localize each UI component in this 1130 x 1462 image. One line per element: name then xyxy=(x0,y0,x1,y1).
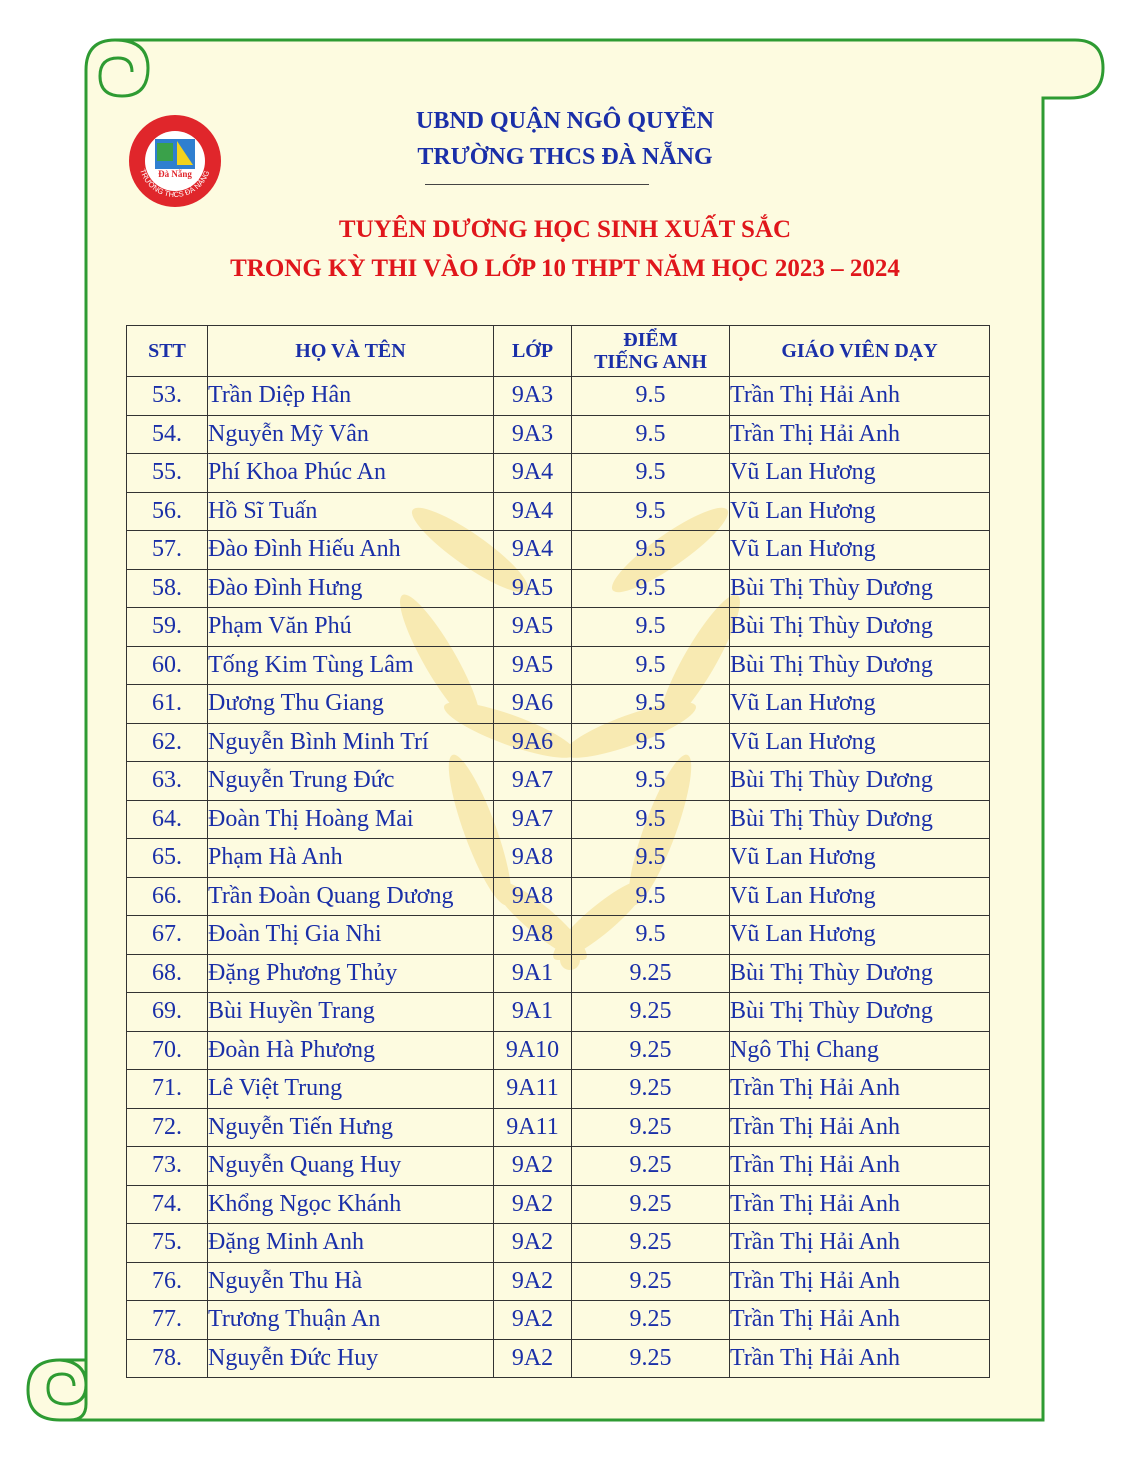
row-score: 9.5 xyxy=(572,916,730,955)
row-score: 9.25 xyxy=(572,1108,730,1147)
row-stt: 64. xyxy=(127,800,208,839)
row-score: 9.5 xyxy=(572,454,730,493)
row-name: Hồ Sĩ Tuấn xyxy=(208,492,494,531)
row-teacher: Trần Thị Hải Anh xyxy=(730,1262,990,1301)
row-class: 9A5 xyxy=(494,569,572,608)
title-line-1: TUYÊN DƯƠNG HỌC SINH XUẤT SẮC xyxy=(338,216,792,243)
row-name: Lê Việt Trung xyxy=(208,1070,494,1109)
row-name: Nguyễn Thu Hà xyxy=(208,1262,494,1301)
row-class: 9A1 xyxy=(494,993,572,1032)
row-name: Phạm Văn Phú xyxy=(208,608,494,647)
row-class: 9A4 xyxy=(494,492,572,531)
row-teacher: Trần Thị Hải Anh xyxy=(730,1108,990,1147)
header-divider xyxy=(425,184,649,185)
header-score-line1: ĐIỂM xyxy=(623,329,678,351)
row-stt: 75. xyxy=(127,1224,208,1263)
table-row xyxy=(127,916,990,955)
row-teacher: Vũ Lan Hương xyxy=(730,877,990,916)
row-stt: 63. xyxy=(127,762,208,801)
row-class: 9A2 xyxy=(494,1185,572,1224)
row-teacher: Trần Thị Hải Anh xyxy=(730,1339,990,1378)
row-name: Đoàn Thị Gia Nhi xyxy=(208,916,494,955)
row-class: 9A6 xyxy=(494,723,572,762)
row-teacher: Bùi Thị Thùy Dương xyxy=(730,800,990,839)
table-row xyxy=(127,531,990,570)
row-stt: 53. xyxy=(127,377,208,416)
row-teacher: Vũ Lan Hương xyxy=(730,531,990,570)
row-teacher: Bùi Thị Thùy Dương xyxy=(730,954,990,993)
row-score: 9.5 xyxy=(572,531,730,570)
table-row xyxy=(127,1108,990,1147)
row-name: Trần Diệp Hân xyxy=(208,377,494,416)
row-teacher: Trần Thị Hải Anh xyxy=(730,1070,990,1109)
row-teacher: Bùi Thị Thùy Dương xyxy=(730,646,990,685)
row-class: 9A4 xyxy=(494,531,572,570)
row-stt: 60. xyxy=(127,646,208,685)
row-name: Dương Thu Giang xyxy=(208,685,494,724)
row-class: 9A7 xyxy=(494,762,572,801)
table-row xyxy=(127,1070,990,1109)
table-row xyxy=(127,1339,990,1378)
table-row xyxy=(127,1301,990,1340)
row-class: 9A2 xyxy=(494,1339,572,1378)
row-stt: 54. xyxy=(127,415,208,454)
row-name: Đặng Minh Anh xyxy=(208,1224,494,1263)
row-teacher: Vũ Lan Hương xyxy=(730,839,990,878)
row-stt: 76. xyxy=(127,1262,208,1301)
row-class: 9A2 xyxy=(494,1262,572,1301)
table-row xyxy=(127,492,990,531)
row-name: Khổng Ngọc Khánh xyxy=(208,1185,494,1224)
table-row xyxy=(127,800,990,839)
header-class: LỚP xyxy=(494,326,572,377)
row-score: 9.25 xyxy=(572,1185,730,1224)
row-class: 9A11 xyxy=(494,1108,572,1147)
row-class: 9A3 xyxy=(494,415,572,454)
row-teacher: Bùi Thị Thùy Dương xyxy=(730,569,990,608)
header-score xyxy=(572,326,730,377)
row-score: 9.5 xyxy=(572,492,730,531)
header-teacher: GIÁO VIÊN DẠY xyxy=(730,326,990,377)
row-teacher: Trần Thị Hải Anh xyxy=(730,1185,990,1224)
row-teacher: Ngô Thị Chang xyxy=(730,1031,990,1070)
row-score: 9.25 xyxy=(572,954,730,993)
table-row xyxy=(127,608,990,647)
table-row xyxy=(127,646,990,685)
row-score: 9.25 xyxy=(572,1262,730,1301)
title-line-2: TRONG KỲ THI VÀO LỚP 10 THPT NĂM HỌC 2023 – 2024 xyxy=(230,255,900,282)
row-name: Đoàn Thị Hoàng Mai xyxy=(208,800,494,839)
row-stt: 65. xyxy=(127,839,208,878)
row-class: 9A11 xyxy=(494,1070,572,1109)
row-class: 9A3 xyxy=(494,377,572,416)
row-class: 9A1 xyxy=(494,954,572,993)
row-teacher: Bùi Thị Thùy Dương xyxy=(730,762,990,801)
row-class: 9A7 xyxy=(494,800,572,839)
row-score: 9.25 xyxy=(572,1339,730,1378)
row-name: Phí Khoa Phúc An xyxy=(208,454,494,493)
table-row xyxy=(127,1224,990,1263)
row-class: 9A2 xyxy=(494,1224,572,1263)
results-table xyxy=(126,325,990,1378)
row-stt: 68. xyxy=(127,954,208,993)
row-stt: 72. xyxy=(127,1108,208,1147)
row-stt: 56. xyxy=(127,492,208,531)
table-body xyxy=(127,377,990,1378)
row-class: 9A5 xyxy=(494,646,572,685)
row-teacher: Trần Thị Hải Anh xyxy=(730,1224,990,1263)
row-stt: 77. xyxy=(127,1301,208,1340)
row-teacher: Trần Thị Hải Anh xyxy=(730,415,990,454)
row-teacher: Vũ Lan Hương xyxy=(730,685,990,724)
row-stt: 66. xyxy=(127,877,208,916)
table-row xyxy=(127,1262,990,1301)
table-row xyxy=(127,954,990,993)
header-name: HỌ VÀ TÊN xyxy=(208,326,494,377)
row-class: 9A8 xyxy=(494,877,572,916)
row-score: 9.5 xyxy=(572,839,730,878)
row-name: Đoàn Hà Phương xyxy=(208,1031,494,1070)
row-score: 9.5 xyxy=(572,646,730,685)
row-stt: 55. xyxy=(127,454,208,493)
table-row xyxy=(127,415,990,454)
table-row xyxy=(127,454,990,493)
row-name: Trương Thuận An xyxy=(208,1301,494,1340)
row-class: 9A8 xyxy=(494,916,572,955)
row-name: Nguyễn Đức Huy xyxy=(208,1339,494,1378)
row-stt: 78. xyxy=(127,1339,208,1378)
row-class: 9A6 xyxy=(494,685,572,724)
row-teacher: Trần Thị Hải Anh xyxy=(730,1147,990,1186)
row-score: 9.5 xyxy=(572,685,730,724)
row-stt: 61. xyxy=(127,685,208,724)
row-stt: 59. xyxy=(127,608,208,647)
row-name: Nguyễn Bình Minh Trí xyxy=(208,723,494,762)
logo-inner-text: Đà Nẵng xyxy=(158,169,192,179)
table-row xyxy=(127,377,990,416)
row-teacher: Trần Thị Hải Anh xyxy=(730,377,990,416)
row-name: Bùi Huyền Trang xyxy=(208,993,494,1032)
row-score: 9.5 xyxy=(572,377,730,416)
row-score: 9.5 xyxy=(572,800,730,839)
row-name: Đặng Phương Thủy xyxy=(208,954,494,993)
row-score: 9.25 xyxy=(572,1301,730,1340)
row-score: 9.5 xyxy=(572,762,730,801)
row-stt: 74. xyxy=(127,1185,208,1224)
row-score: 9.5 xyxy=(572,723,730,762)
row-score: 9.5 xyxy=(572,415,730,454)
header-score-line2: TIẾNG ANH xyxy=(594,351,707,373)
table-row xyxy=(127,723,990,762)
row-score: 9.25 xyxy=(572,1031,730,1070)
row-teacher: Vũ Lan Hương xyxy=(730,916,990,955)
row-score: 9.5 xyxy=(572,569,730,608)
row-class: 9A2 xyxy=(494,1147,572,1186)
row-score: 9.25 xyxy=(572,993,730,1032)
row-name: Trần Đoàn Quang Dương xyxy=(208,877,494,916)
row-name: Đào Đình Hiếu Anh xyxy=(208,531,494,570)
table-row xyxy=(127,839,990,878)
row-name: Nguyễn Trung Đức xyxy=(208,762,494,801)
row-name: Nguyễn Mỹ Vân xyxy=(208,415,494,454)
row-class: 9A5 xyxy=(494,608,572,647)
row-name: Đào Đình Hưng xyxy=(208,569,494,608)
row-score: 9.5 xyxy=(572,608,730,647)
row-name: Phạm Hà Anh xyxy=(208,839,494,878)
row-name: Nguyễn Tiến Hưng xyxy=(208,1108,494,1147)
row-class: 9A2 xyxy=(494,1301,572,1340)
header-stt: STT xyxy=(127,326,208,377)
district-name: UBND QUẬN NGÔ QUYỀN xyxy=(415,108,714,134)
table-header-row xyxy=(127,326,990,377)
row-class: 9A10 xyxy=(494,1031,572,1070)
row-teacher: Trần Thị Hải Anh xyxy=(730,1301,990,1340)
table-row xyxy=(127,569,990,608)
row-stt: 62. xyxy=(127,723,208,762)
row-score: 9.5 xyxy=(572,877,730,916)
row-stt: 70. xyxy=(127,1031,208,1070)
table-row xyxy=(127,1147,990,1186)
school-name: TRƯỜNG THCS ĐÀ NẴNG xyxy=(417,144,713,170)
row-teacher: Bùi Thị Thùy Dương xyxy=(730,993,990,1032)
row-teacher: Vũ Lan Hương xyxy=(730,454,990,493)
row-stt: 57. xyxy=(127,531,208,570)
table-row xyxy=(127,993,990,1032)
table-row xyxy=(127,762,990,801)
row-class: 9A4 xyxy=(494,454,572,493)
row-score: 9.25 xyxy=(572,1147,730,1186)
row-stt: 58. xyxy=(127,569,208,608)
logo-ring-text: TRƯỜNG THCS ĐÀ NẴNG xyxy=(138,167,212,200)
row-teacher: Vũ Lan Hương xyxy=(730,723,990,762)
school-logo xyxy=(127,113,223,209)
table-row xyxy=(127,1185,990,1224)
row-stt: 67. xyxy=(127,916,208,955)
row-stt: 71. xyxy=(127,1070,208,1109)
table-row xyxy=(127,877,990,916)
table-row xyxy=(127,685,990,724)
row-stt: 69. xyxy=(127,993,208,1032)
row-name: Tống Kim Tùng Lâm xyxy=(208,646,494,685)
row-score: 9.25 xyxy=(572,1070,730,1109)
row-stt: 73. xyxy=(127,1147,208,1186)
row-name: Nguyễn Quang Huy xyxy=(208,1147,494,1186)
table-row xyxy=(127,1031,990,1070)
row-class: 9A8 xyxy=(494,839,572,878)
row-score: 9.25 xyxy=(572,1224,730,1263)
row-teacher: Vũ Lan Hương xyxy=(730,492,990,531)
row-teacher: Bùi Thị Thùy Dương xyxy=(730,608,990,647)
